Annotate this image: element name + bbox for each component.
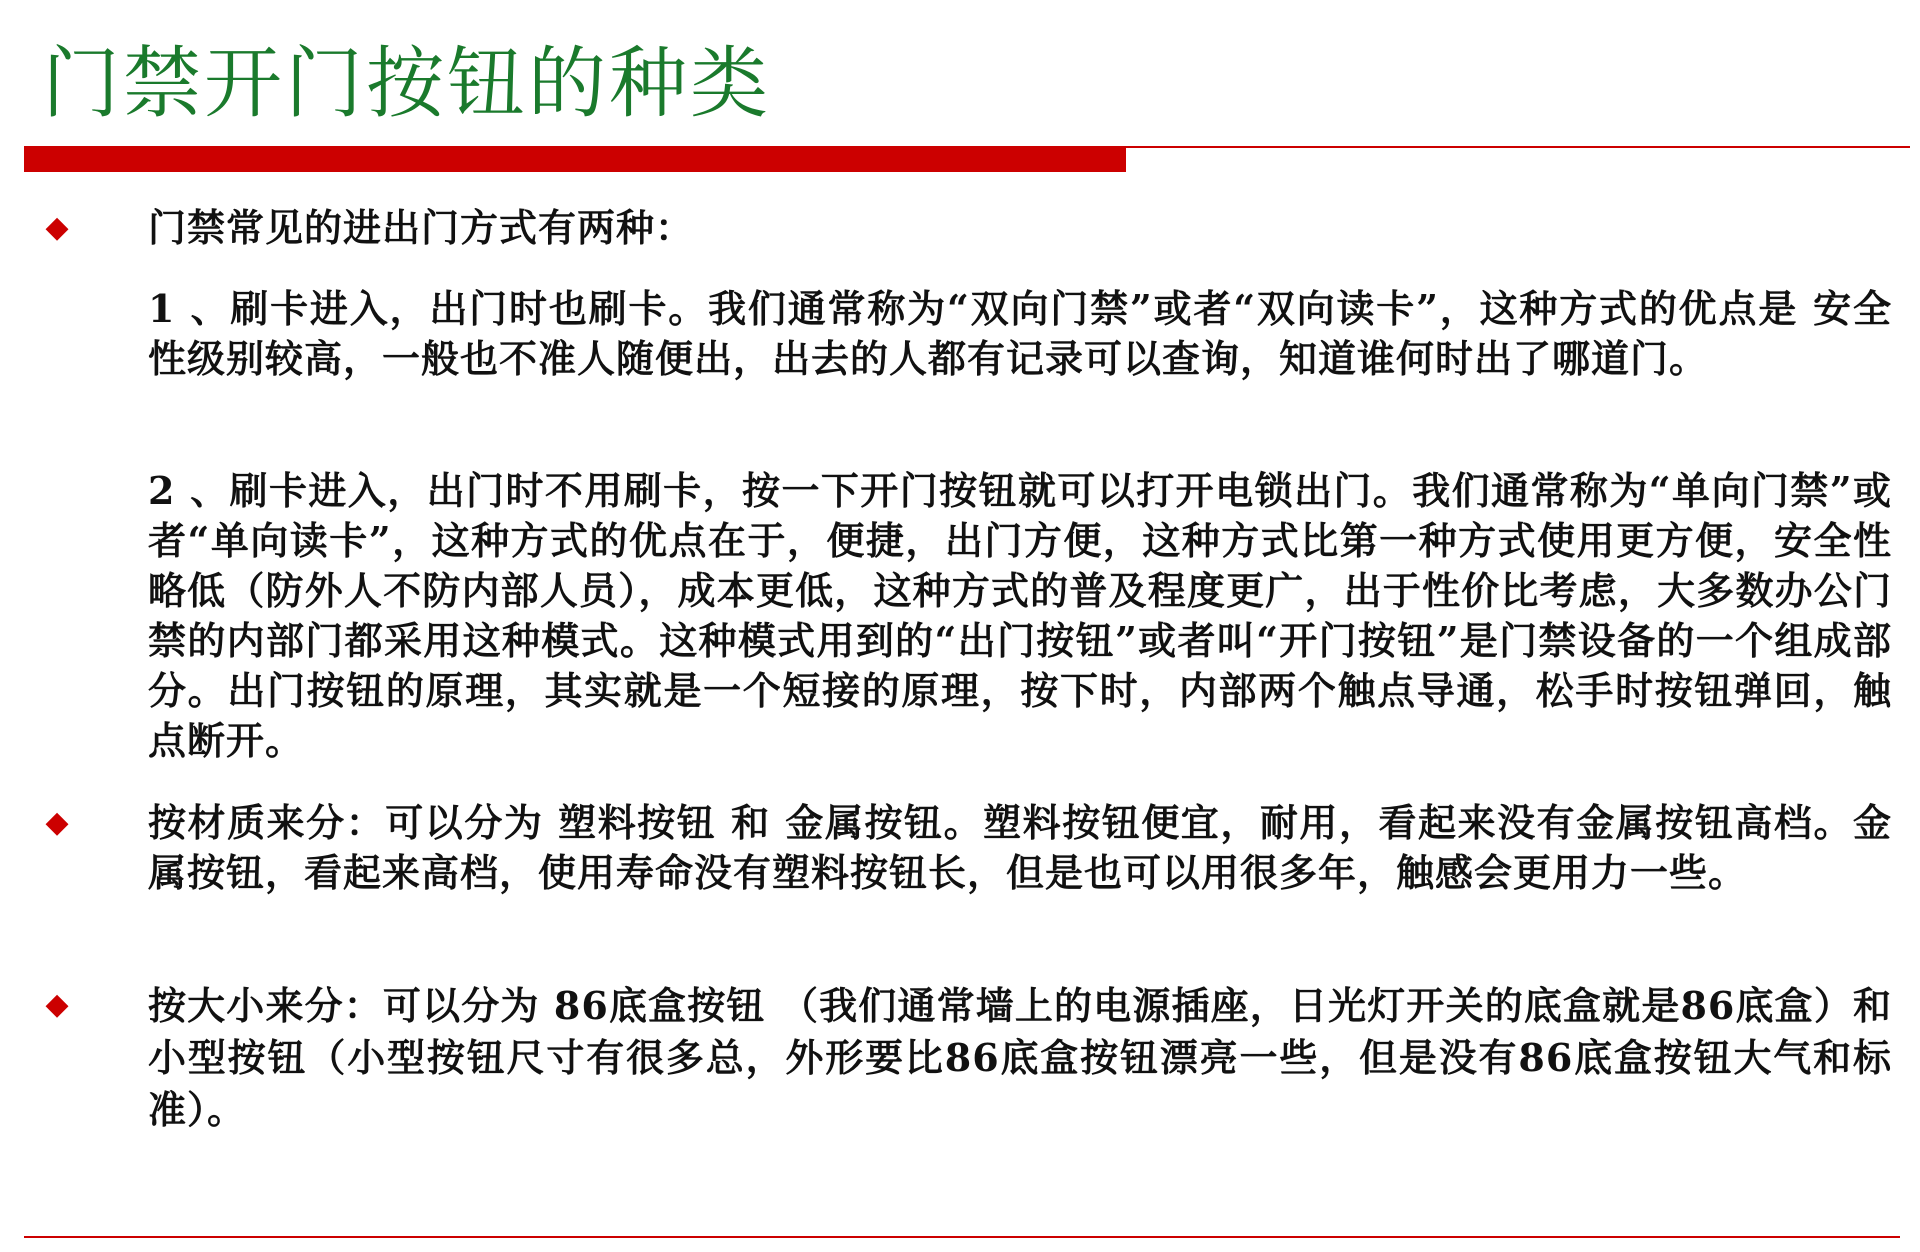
method-2-paragraph: 2 、刷卡进入，出门时不用刷卡，按一下开门按钮就可以打开电锁出门。我们通常称为“单向门禁”或者“单向读卡”，这种方式的优点在于，便捷，出门方便，这种方式比第一种方式使用更方便，安全性略低（防外人不防内部人员），成本更低，这种方式的普及程度更广，出于性价比考虑，大多数办公门禁的内部门都采用这种模式。这种模式用到的“出门按钮”或者叫“开门按钮”是门禁设备的一个组成部分。出门按钮的原理，其实就是一个短接的原理，按下时，内部两个触点导通，松手时按钮弹回，触点断开。 — [148, 468, 1892, 763]
slide-title: 门禁开门按钮的种类 — [42, 39, 772, 129]
title-underline-thick — [24, 146, 1126, 172]
title-underline-thin — [1126, 146, 1910, 148]
size-paragraph: 按大小来分：可以分为 86底盒按钮 （我们通常墙上的电源插座，日光灯开关的底盒就是86底盒）和 小型按钮（小型按钮尺寸有很多总，外形要比86底盒按钮漂亮一些，但是没有86底盒按钮大气和标准）。 — [148, 983, 1892, 1132]
red-diamond-icon: ◆ — [45, 805, 69, 840]
footer-rule — [24, 1236, 1900, 1238]
red-diamond-icon: ◆ — [45, 210, 69, 245]
method-1-paragraph: 1 、刷卡进入，出门时也刷卡。我们通常称为“双向门禁”或者“双向读卡”，这种方式的优点是 安全性级别较高，一般也不准人随便出，出去的人都有记录可以查询，知道谁何时出了哪道门。 — [148, 286, 1892, 381]
red-diamond-icon: ◆ — [45, 987, 69, 1022]
material-paragraph: 按材质来分：可以分为 塑料按钮 和 金属按钮。塑料按钮便宜，耐用，看起来没有金属按钮高档。金属按钮，看起来高档，使用寿命没有塑料按钮长，但是也可以用很多年，触感会更用力一些。 — [148, 800, 1892, 895]
intro-heading: 门禁常见的进出门方式有两种： — [148, 205, 695, 250]
